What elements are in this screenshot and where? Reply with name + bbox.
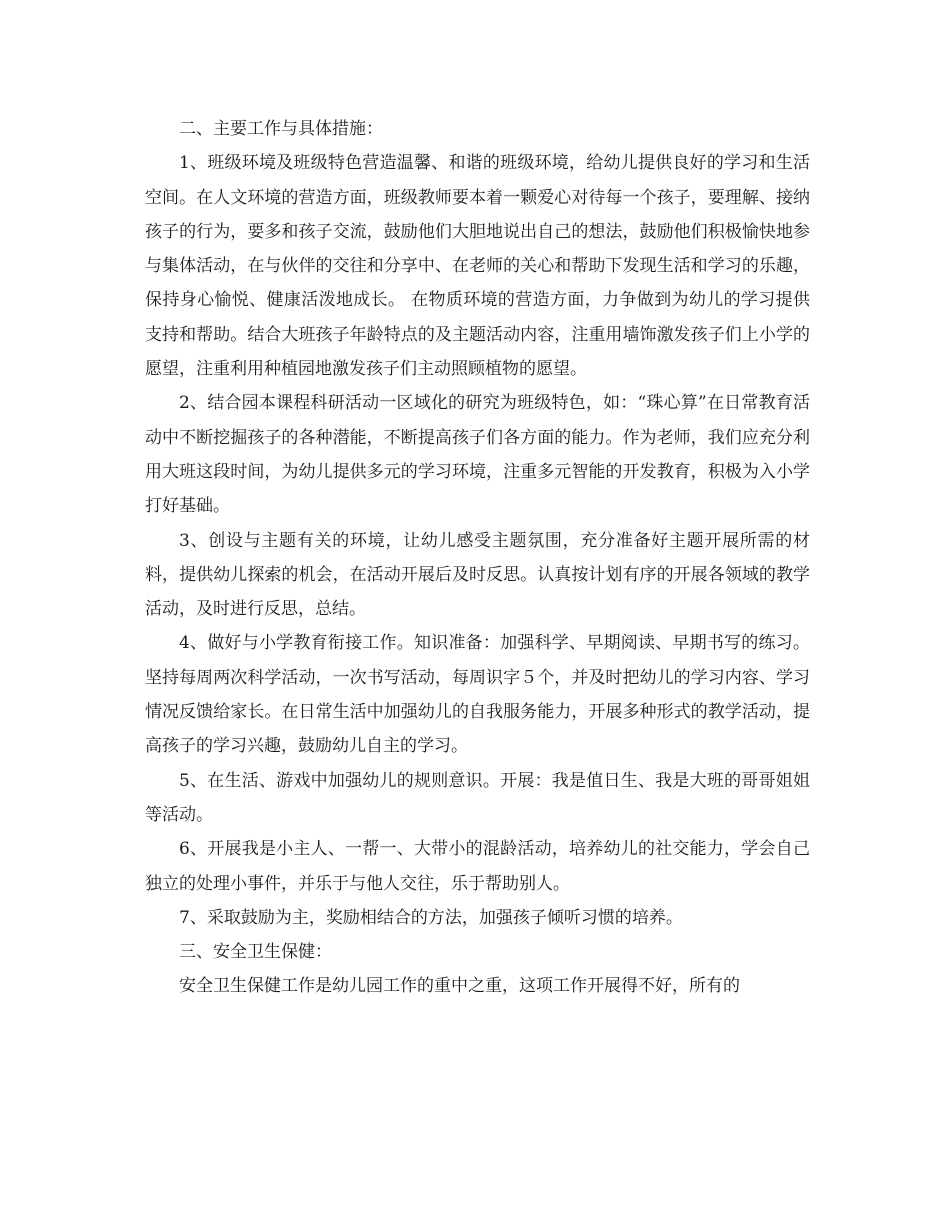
document-body <box>145 112 810 1004</box>
paragraph-item-4: 4、做好与小学教育衔接工作。知识准备：加强科学、早期阅读、早期书写的练习。坚持每周两次科学活动，一次书写活动，每周识字５个，并及时把幼儿的学习内容、学习情况反馈给家长。在日常生活中加强幼儿的自我服务能力，开展多种形式的教学活动，提高孩子的学习兴趣，鼓励幼儿自主的学习。 <box>145 633 810 757</box>
paragraph-safety-intro: 安全卫生保健工作是幼儿园工作的重中之重，这项工作开展得不好，所有的 <box>179 976 740 997</box>
paragraph-item-7: 7、采取鼓励为主，奖励相结合的方法，加强孩子倾听习惯的培养。 <box>179 907 683 928</box>
paragraph-item-2: 2、结合园本课程科研活动一区域化的研究为班级特色，如：“珠心算”在日常教育活动中不断挖掘孩子的各种潜能，不断提高孩子们各方面的能力。作为老师，我们应充分利用大班这段时间，为幼儿提供多元的学习环境，注重多元智能的开发教育，积极为入小学打好基础。 <box>145 393 810 517</box>
paragraph-item-1: 1、班级环境及班级特色营造温馨、和谐的班级环境，给幼儿提供良好的学习和生活空间。在人文环境的营造方面，班级教师要本着一颗爱心对待每一个孩子，要理解、接纳孩子的行为，要多和孩子交流，鼓励他们大胆地说出自己的想法，鼓励他们积极愉快地参与集体活动，在与伙伴的交往和分享中、在老师的关心和帮助下发现生活和学习的乐趣，保持身心愉悦、健康活泼地成长。 在物质环境的营造方面，力争做到为幼儿的学习提供支持和帮助。结合大班孩子年龄特点的及主题活动内容，注重用墙饰激发孩子们上小学的愿望，注重利用种植园地激发孩子们主动照顾植物的愿望。 <box>145 153 810 380</box>
paragraph-item-5: 5、在生活、游戏中加强幼儿的规则意识。开展：我是值日生、我是大班的哥哥姐姐等活动。 <box>145 770 810 825</box>
section-heading-main-work: 二、主要工作与具体措施： <box>179 119 383 139</box>
section-heading-safety-health: 三、安全卫生保健： <box>179 942 332 963</box>
paragraph-item-6: 6、开展我是小主人、一帮一、大带小的混龄活动，培养幼儿的社交能力，学会自己独立的处理小事件，并乐于与他人交往，乐于帮助别人。 <box>145 839 810 894</box>
paragraph-item-3: 3、创设与主题有关的环境，让幼儿感受主题氛围，充分准备好主题开展所需的材料，提供幼儿探索的机会，在活动开展后及时反思。认真按计划有序的开展各领域的教学活动，及时进行反思，总结。 <box>145 530 810 620</box>
